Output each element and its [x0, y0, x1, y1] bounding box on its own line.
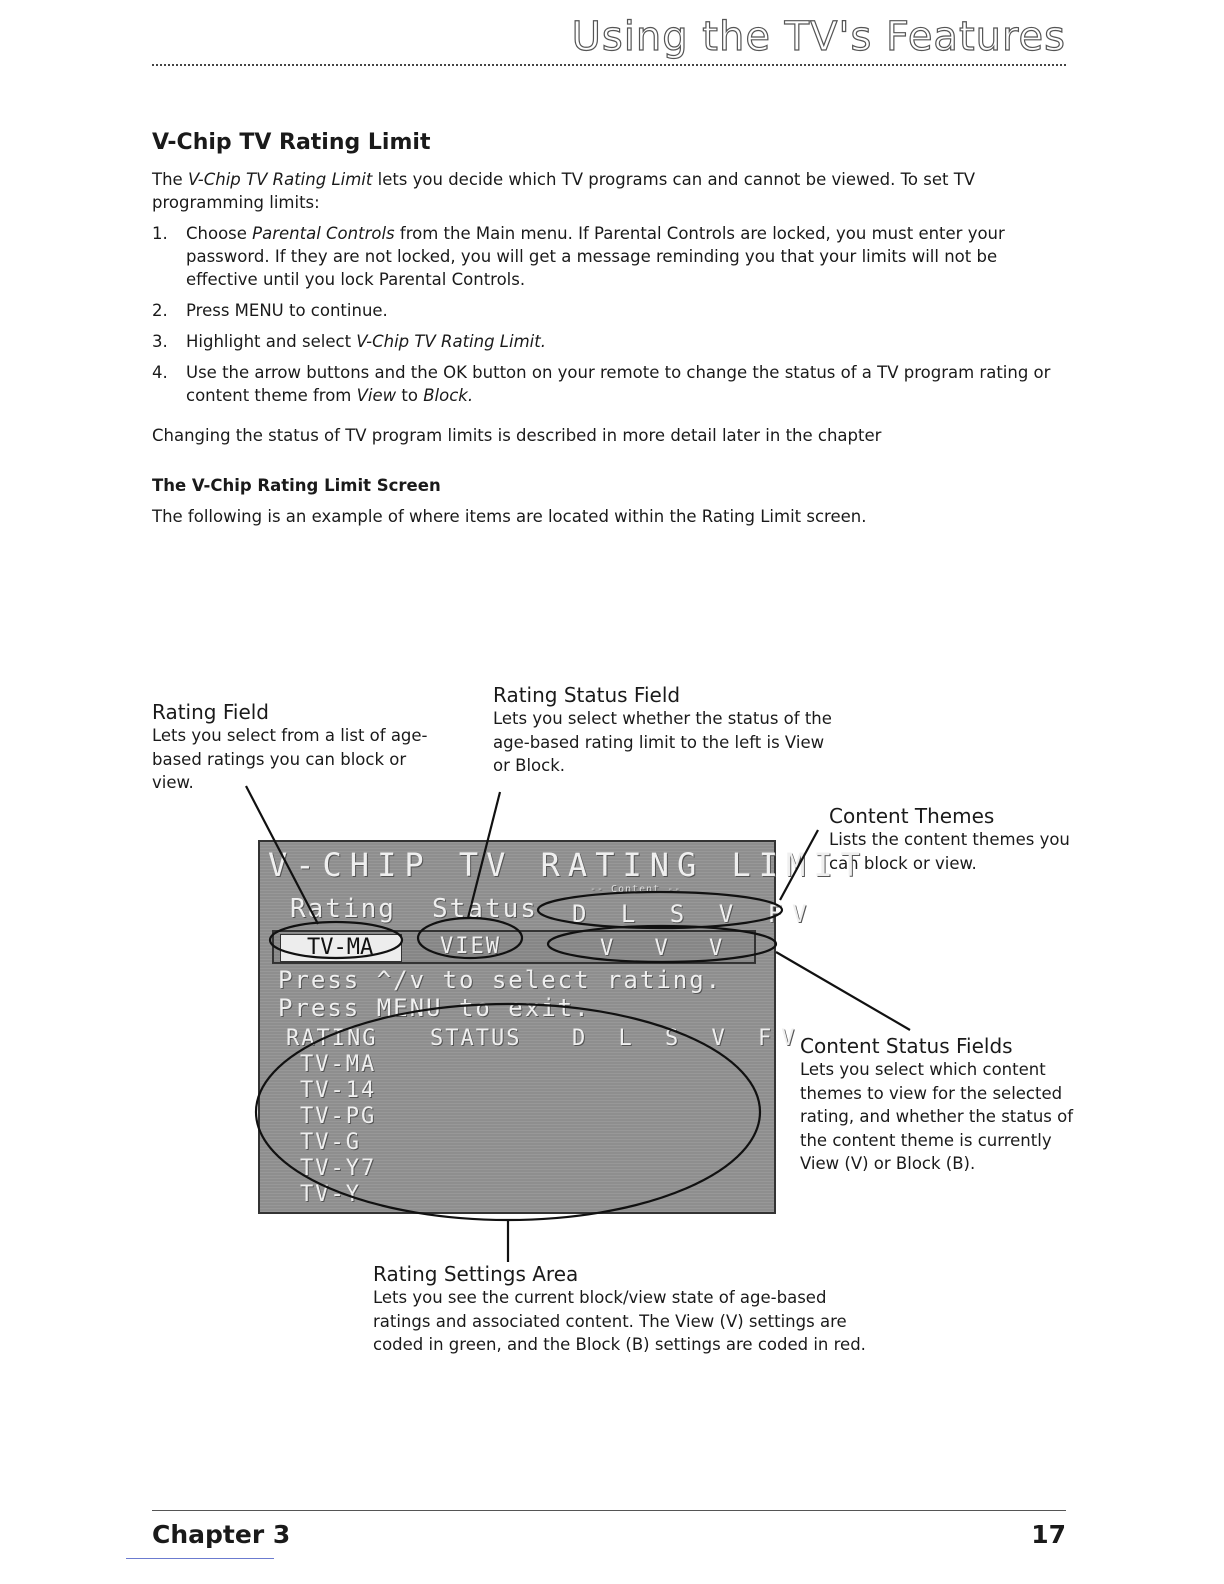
- tv-instruction-exit: Press MENU to exit.: [278, 994, 591, 1022]
- tv-table-themes-header: D L S V FV: [572, 1026, 805, 1051]
- step-text: Highlight and select: [186, 332, 357, 351]
- step-text: to: [396, 386, 424, 405]
- step-number: 1.: [152, 224, 168, 243]
- tv-header-rating: Rating: [290, 894, 396, 924]
- callout-title: Content Themes: [829, 804, 995, 828]
- footer-divider: [152, 1510, 1066, 1511]
- rating-status-ellipse: [418, 918, 522, 958]
- step-text: Press MENU to continue.: [186, 301, 388, 320]
- callout-body: Lists the content themes you can block or view.: [829, 830, 1070, 873]
- callout-title: Content Status Fields: [800, 1034, 1013, 1058]
- intro-prefix: The: [152, 170, 188, 189]
- footer-page-number: 17: [1031, 1520, 1066, 1549]
- callout-title: Rating Field: [152, 700, 270, 724]
- tv-screen-title: V-CHIP TV RATING LIMIT: [268, 846, 868, 884]
- tv-rating-row: TV-PG: [300, 1104, 377, 1129]
- footer-chapter-underline: [126, 1558, 274, 1559]
- tv-rating-row: TV-MA: [300, 1052, 377, 1077]
- page-header-title: Using the TV's Features: [571, 14, 1066, 60]
- content-status-leader: [776, 952, 910, 1030]
- content-status-ellipse: [548, 926, 776, 962]
- step-emphasis: Parental Controls: [252, 224, 395, 243]
- rating-settings-ellipse: [256, 1004, 760, 1220]
- tv-header-status: Status: [432, 894, 538, 924]
- rating-status-leader: [468, 792, 500, 918]
- tv-table-status-header: STATUS: [430, 1026, 522, 1051]
- section-title: V-Chip TV Rating Limit: [152, 130, 431, 155]
- tv-rating-row: TV-Y7: [300, 1156, 377, 1181]
- tv-instruction-select: Press ^/v to select rating.: [278, 966, 723, 994]
- step-number: 2.: [152, 301, 168, 320]
- callout-body: Lets you see the current block/view state of age-based ratings and associated content. The View (V) settings are coded in green, and the Block (B) settings are coded in red.: [373, 1288, 866, 1354]
- callout-title: Rating Settings Area: [373, 1262, 579, 1286]
- step-number: 3.: [152, 332, 168, 351]
- tv-table-rating-header: RATING: [286, 1026, 378, 1051]
- tv-rating-status-field[interactable]: VIEW: [440, 934, 501, 959]
- rating-field-ellipse: [270, 922, 402, 958]
- step-number: 4.: [152, 363, 168, 382]
- intro-suffix: lets you decide which TV programs can and cannot be viewed. To set TV programming limits:: [152, 170, 976, 212]
- subsection-text: The following is an example of where items are located within the Rating Limit screen.: [152, 507, 867, 526]
- tv-rating-row: TV-G: [300, 1130, 361, 1155]
- tv-rating-row: TV-Y: [300, 1182, 361, 1207]
- changing-note: Changing the status of TV program limits is described in more detail later in the chapter: [152, 426, 882, 445]
- content-themes-ellipse: [538, 892, 782, 928]
- tv-header-themes: D L S V FV: [572, 900, 817, 928]
- step-emphasis: View: [356, 386, 397, 405]
- callout-body: Lets you select whether the status of the age-based rating limit to the left is View or Block.: [493, 709, 832, 775]
- tv-content-label: -- Content --: [590, 884, 682, 895]
- footer-chapter: Chapter 3: [152, 1520, 291, 1549]
- callout-body: Lets you select which content themes to view for the selected rating, and whether the status of the content theme is currently View (V) or Block (B).: [800, 1060, 1074, 1173]
- callout-body: Lets you select from a list of age-based ratings you can block or view.: [152, 726, 428, 792]
- step-text: Use the arrow buttons and the OK button on your remote to change the status of a TV program rating or content theme from: [186, 363, 1051, 405]
- tv-content-status-fields[interactable]: V V V: [600, 936, 737, 961]
- callout-title: Rating Status Field: [493, 683, 681, 707]
- tv-rating-field[interactable]: TV-MA: [280, 934, 402, 962]
- tv-rating-row: TV-14: [300, 1078, 377, 1103]
- step-text: from the Main menu. If Parental Controls are locked, you must enter your password. If they are not locked, you will get a message reminding you that your limits will not be effective until you lock Parental Controls.: [186, 224, 1005, 289]
- subsection-heading: The V-Chip Rating Limit Screen: [152, 476, 441, 495]
- step-emphasis: Block.: [423, 386, 474, 405]
- step-text: Choose: [186, 224, 253, 243]
- intro-emphasis: V-Chip TV Rating Limit: [187, 170, 373, 189]
- content-themes-leader: [780, 830, 818, 900]
- rating-field-leader: [246, 786, 318, 924]
- step-emphasis: V-Chip TV Rating Limit.: [356, 332, 546, 351]
